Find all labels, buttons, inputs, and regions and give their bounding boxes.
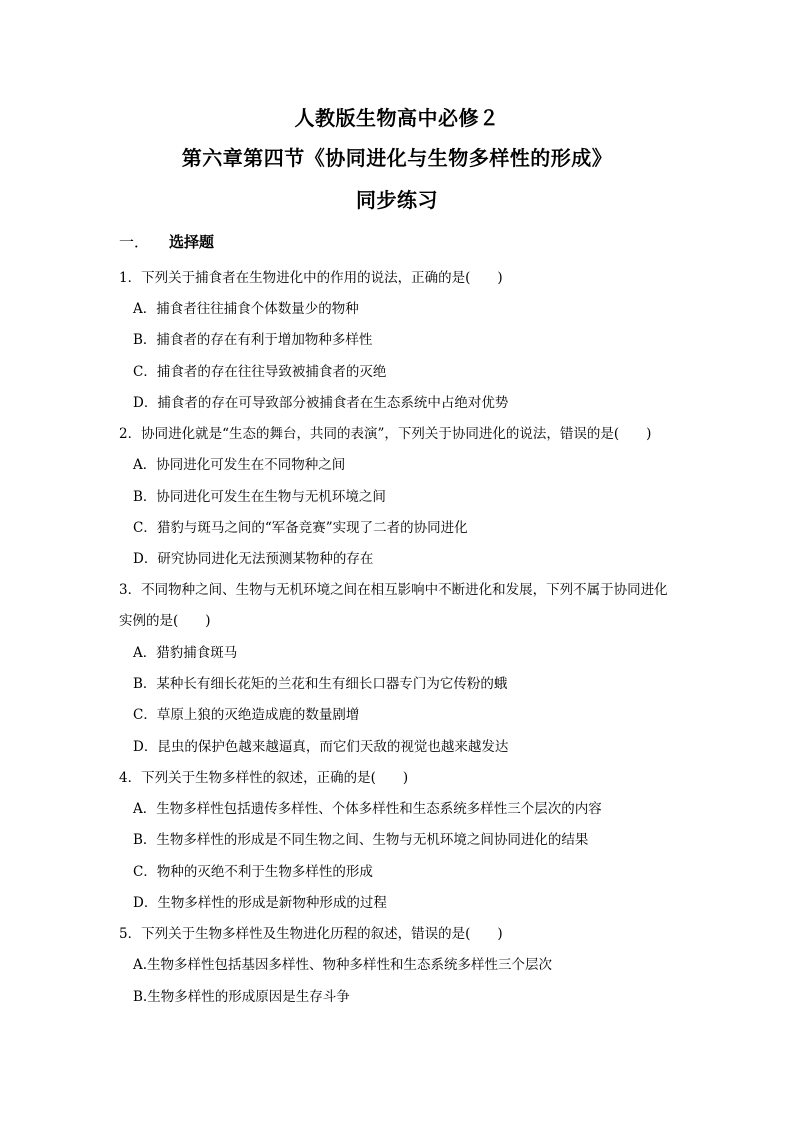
question-1-option-b: B．捕食者的存在有利于增加物种多样性: [133, 332, 373, 348]
question-2-option-b: B．协同进化可发生在生物与无机环境之间: [133, 489, 386, 505]
question-3-option-c: C．草原上狼的灭绝造成鹿的数量剧增: [133, 707, 360, 723]
question-1-option-a: A．捕食者往往捕食个体数量少的物种: [133, 301, 359, 317]
document-title-line3: 同步练习: [356, 188, 438, 212]
question-4-option-a: A．生物多样性包括遗传多样性、个体多样性和生态系统多样性三个层次的内容: [133, 801, 602, 817]
question-3-option-d: D．昆虫的保护色越来越逼真，而它们天敌的视觉也越来越发达: [133, 739, 509, 755]
question-2-stem: 2．协同进化就是“生态的舞台，共同的表演”，下列关于协同进化的说法，错误的是( ): [119, 426, 652, 442]
question-1-option-d: D．捕食者的存在可导致部分被捕食者在生态系统中占绝对优势: [133, 395, 509, 411]
document-title-line2: 第六章第四节《协同进化与生物多样性的形成》: [181, 146, 613, 170]
question-1-option-c: C．捕食者的存在往往导致被捕食者的灭绝: [133, 364, 387, 380]
question-4-option-d: D．生物多样性的形成是新物种形成的过程: [133, 895, 387, 911]
question-3-stem: 3．不同物种之间、生物与无机环境之间在相互影响中不断进化和发展，下列不属于协同进化实例的是( ): [119, 582, 668, 629]
question-1-stem: 1．下列关于捕食者在生物进化中的作用的说法，正确的是( ): [119, 270, 503, 286]
document-title-line1: 人教版生物高中必修２: [294, 106, 500, 130]
section-heading: [119, 230, 214, 254]
question-2-option-a: A．协同进化可发生在不同物种之间: [133, 457, 346, 473]
question-3-option-a: A．猎豹捕食斑马: [133, 645, 238, 661]
question-5-option-a: A.生物多样性包括基因多样性、物种多样性和生态系统多样性三个层次: [133, 957, 553, 973]
question-4-option-c: C．物种的灭绝不利于生物多样性的形成: [133, 864, 373, 880]
question-2-option-c: C．猎豹与斑马之间的“军备竞赛”实现了二者的协同进化: [133, 520, 468, 536]
question-2-option-d: D．研究协同进化无法预测某物种的存在: [133, 551, 374, 567]
section-number: 一．: [119, 233, 150, 251]
question-5-stem: 5．下列关于生物多样性及生物进化历程的叙述，错误的是( ): [119, 926, 503, 942]
question-5-option-b: B.生物多样性的形成原因是生存斗争: [133, 989, 350, 1005]
question-4-option-b: B．生物多样性的形成是不同生物之间、生物与无机环境之间协同进化的结果: [133, 832, 589, 848]
question-3-option-b: B．某种长有细长花矩的兰花和生有细长口器专门为它传粉的蛾: [133, 676, 508, 692]
question-4-stem: 4．下列关于生物多样性的叙述，正确的是( ): [119, 770, 409, 786]
section-title: 选择题: [169, 233, 215, 251]
